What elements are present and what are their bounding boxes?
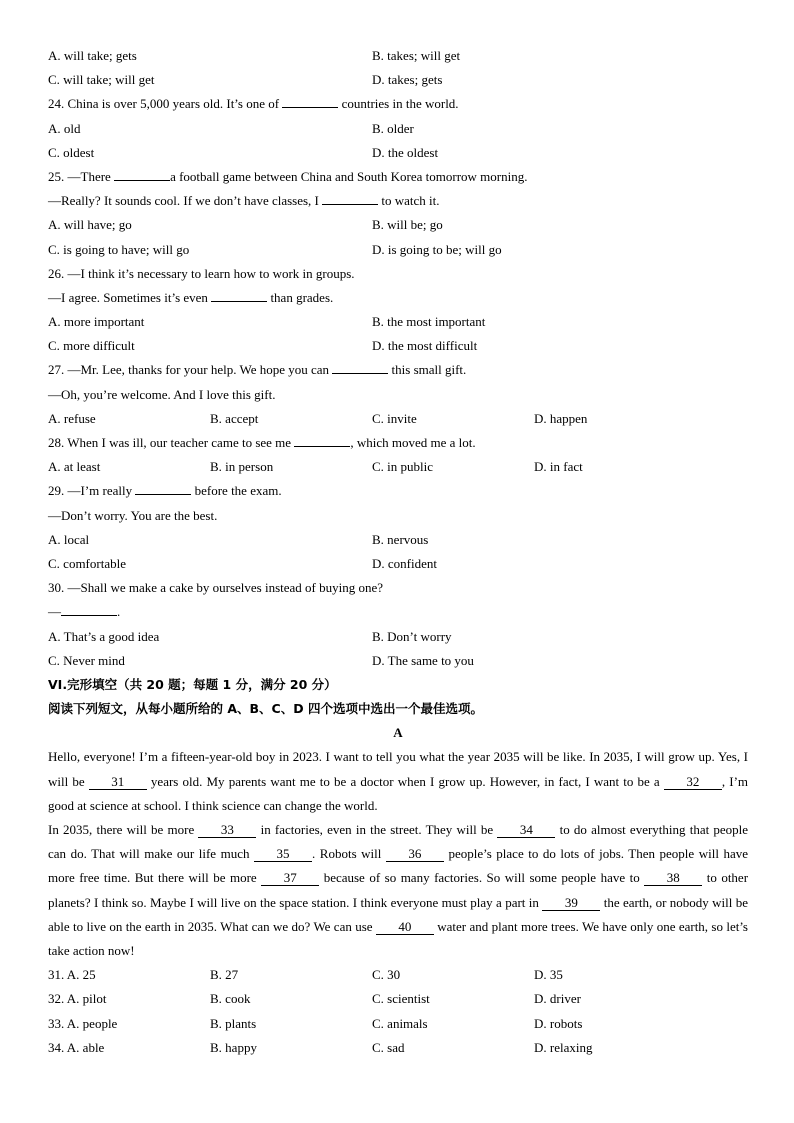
passage-text: . Robots will (312, 846, 382, 862)
option-c[interactable]: C. animals (372, 1015, 428, 1031)
option-d[interactable]: D. confident (372, 555, 437, 571)
q27-text: —Oh, you’re welcome. And I love this gift. (48, 386, 276, 402)
passage-text: the earth, or nobody will be able to live on the earth in 2035. What can we do? We can use (48, 894, 749, 934)
option-c[interactable]: C. 30 (372, 967, 401, 983)
option-b[interactable]: B. older (372, 120, 414, 136)
q29-text-b: before the exam. (194, 483, 282, 499)
passage-text: people’s place to do lots of jobs. Then people will have more free time. But there will be more (48, 846, 749, 886)
q24-options-row2 (48, 141, 748, 165)
option-d[interactable]: D. is going to be; will go (372, 241, 502, 257)
answer-blank[interactable] (61, 601, 117, 616)
q25-text-d: to watch it. (381, 193, 440, 209)
blank-37[interactable]: 37 (261, 871, 319, 886)
q30-period: . (117, 604, 121, 620)
q26-text-a: —I agree. Sometimes it’s even (48, 289, 208, 305)
blank-34[interactable]: 34 (497, 823, 555, 838)
option-a[interactable]: A. That’s a good idea (48, 628, 160, 644)
option-c[interactable]: C. is going to have; will go (48, 241, 190, 257)
option-c[interactable]: C. scientist (372, 991, 430, 1007)
q28-text-b: , which moved me a lot. (350, 435, 476, 450)
option-a[interactable]: A. will have; go (48, 217, 132, 233)
q28-text-a: 28. When I was ill, our teacher came to see me (48, 435, 292, 450)
option-d[interactable]: D. relaxing (534, 1039, 593, 1055)
answer-blank[interactable] (294, 432, 350, 447)
option-d[interactable]: D. The same to you (372, 652, 474, 668)
option-a[interactable]: A. local (48, 531, 90, 547)
q28-options (48, 455, 748, 479)
q25-options-row2 (48, 238, 748, 262)
blank-40[interactable]: 40 (376, 920, 434, 935)
option-b[interactable]: B. Don’t worry (372, 628, 452, 644)
option-a[interactable]: 34. A. able (48, 1039, 105, 1055)
q24-options-row1 (48, 117, 748, 141)
passage-text: in factories, even in the street. They will be (260, 822, 494, 838)
option-c[interactable]: C. oldest (48, 144, 95, 160)
option-c[interactable]: C. in public (372, 459, 434, 475)
option-d[interactable]: D. robots (534, 1015, 583, 1031)
answer-blank[interactable] (114, 166, 170, 181)
answer-blank[interactable] (332, 359, 388, 374)
option-b[interactable]: B. will be; go (372, 217, 443, 233)
cloze-q31-options (48, 963, 748, 987)
q26-text: 26. —I think it’s necessary to learn how to work in groups. (48, 265, 355, 281)
q25-options-row1 (48, 213, 748, 237)
cloze-q33-options (48, 1012, 748, 1036)
cloze-q34-options (48, 1036, 748, 1060)
q29-options-row1 (48, 528, 748, 552)
option-b[interactable]: B. accept (210, 410, 259, 426)
passage-text: to do almost everything that people can do. That will make our life much (48, 822, 749, 862)
q26-line1 (48, 262, 748, 286)
answer-blank[interactable] (211, 287, 267, 302)
option-a[interactable]: 33. A. people (48, 1015, 118, 1031)
q30-text: 30. —Shall we make a cake by ourselves instead of buying one? (48, 580, 384, 596)
option-a[interactable]: A. more important (48, 314, 145, 330)
q30-line2 (48, 600, 748, 624)
passage-text: years old. My parents want me to be a doctor when I grow up. However, in fact, I want to be a (150, 773, 660, 789)
option-c[interactable]: C. sad (372, 1039, 405, 1055)
q30-line1 (48, 576, 748, 600)
q24-stem-a: 24. China is over 5,000 years old. It’s one of (48, 96, 280, 112)
q29-options-row2 (48, 552, 748, 576)
q25-line2 (48, 189, 748, 213)
q26-line2 (48, 286, 748, 310)
passage-text: , I’m good at science at school. I think science can change the world. (48, 773, 749, 813)
q25-text-c: —Really? It sounds cool. If we don’t have classes, I (48, 193, 319, 209)
passage-text: Hello, everyone! I’m a fifteen-year-old boy in 2023. I want to tell you what the year 2035 will be like. In 2035, I will grow up. Yes, I will be (48, 749, 748, 789)
option-b[interactable]: B. in person (210, 459, 274, 475)
option-b[interactable]: B. cook (210, 991, 251, 1007)
q29-line1 (48, 479, 748, 503)
option-a[interactable]: 31. A. 25 (48, 967, 96, 983)
blank-36[interactable]: 36 (386, 847, 444, 862)
section-instruction: 阅读下列短文，从每小题所给的 A、B、C、D 四个选项中选出一个最佳选项。 (48, 701, 483, 717)
passage-text: water and plant more trees. We have only one earth, so let’s take action now! (48, 918, 748, 959)
option-d[interactable]: D. takes; gets (372, 72, 443, 88)
option-c[interactable]: C. comfortable (48, 555, 126, 571)
option-b[interactable]: B. takes; will get (372, 48, 461, 63)
passage-paragraph-2 (48, 818, 748, 963)
option-a[interactable]: A. at least (48, 459, 101, 475)
blank-39[interactable]: 39 (542, 896, 600, 911)
option-c[interactable]: C. will take; will get (48, 72, 155, 88)
option-d[interactable]: D. the most difficult (372, 338, 478, 354)
q27-line2 (48, 383, 748, 407)
q26-options-row1 (48, 310, 748, 334)
q30-options-row2 (48, 649, 748, 673)
option-d[interactable]: D. the oldest (372, 144, 439, 160)
option-b[interactable]: B. happy (210, 1039, 257, 1055)
q23-options-row1 (48, 44, 748, 68)
option-d[interactable]: D. driver (534, 991, 581, 1007)
passage-text: In 2035, there will be more (48, 822, 195, 838)
blank-31[interactable]: 31 (89, 775, 147, 790)
option-d[interactable]: D. in fact (534, 459, 583, 475)
option-b[interactable]: B. 27 (210, 967, 239, 983)
answer-blank[interactable] (135, 480, 191, 495)
q30-options-row1 (48, 625, 748, 649)
q30-dash: — (48, 604, 61, 620)
option-a[interactable]: 32. A. pilot (48, 991, 107, 1007)
q24-stem (48, 92, 748, 116)
option-a[interactable]: A. refuse (48, 410, 96, 426)
exam-page (48, 44, 748, 1060)
passage-text: because of so many factories. So will some people have to (323, 870, 640, 886)
q23-options-row2 (48, 68, 748, 92)
option-a[interactable]: A. will take; gets (48, 48, 137, 63)
option-a[interactable]: A. old (48, 120, 81, 136)
blank-35[interactable]: 35 (254, 847, 312, 862)
option-b[interactable]: B. plants (210, 1015, 257, 1031)
q29-text: —Don’t worry. You are the best. (48, 507, 218, 523)
option-d[interactable]: D. happen (534, 410, 588, 426)
answer-blank[interactable] (282, 93, 338, 108)
q24-stem-b: countries in the world. (341, 96, 459, 112)
q27-text-b: this small gift. (391, 362, 467, 378)
section-title: VI.完形填空（共 20 题；每题 1 分，满分 20 分） (48, 676, 337, 692)
passage-label: A (393, 725, 403, 741)
q26-options-row2 (48, 334, 748, 358)
q25-text-b: a football game between China and South Korea tomorrow morning. (170, 168, 528, 184)
q28-line1 (48, 431, 748, 455)
option-c[interactable]: C. Never mind (48, 652, 125, 668)
passage-paragraph-1 (48, 745, 748, 818)
q25-line1 (48, 165, 748, 189)
q29-line2 (48, 504, 748, 528)
blank-38[interactable]: 38 (644, 871, 702, 886)
option-d[interactable]: D. 35 (534, 967, 563, 983)
q27-line1 (48, 358, 748, 382)
answer-blank[interactable] (322, 190, 378, 205)
cloze-q32-options (48, 987, 748, 1011)
blank-32[interactable]: 32 (664, 775, 722, 790)
option-c[interactable]: C. more difficult (48, 338, 135, 354)
q27-text-a: 27. —Mr. Lee, thanks for your help. We hope you can (48, 362, 330, 378)
q27-options (48, 407, 748, 431)
q25-text-a: 25. —There (48, 168, 111, 184)
blank-33[interactable]: 33 (198, 823, 256, 838)
option-b[interactable]: B. nervous (372, 531, 429, 547)
q26-text-b: than grades. (270, 289, 334, 305)
option-b[interactable]: B. the most important (372, 314, 486, 330)
q29-text-a: 29. —I’m really (48, 483, 133, 499)
option-c[interactable]: C. invite (372, 410, 417, 426)
passage-text: to other planets? I think so. Maybe I will live on the space station. I think everyone must play a part in (48, 870, 749, 910)
